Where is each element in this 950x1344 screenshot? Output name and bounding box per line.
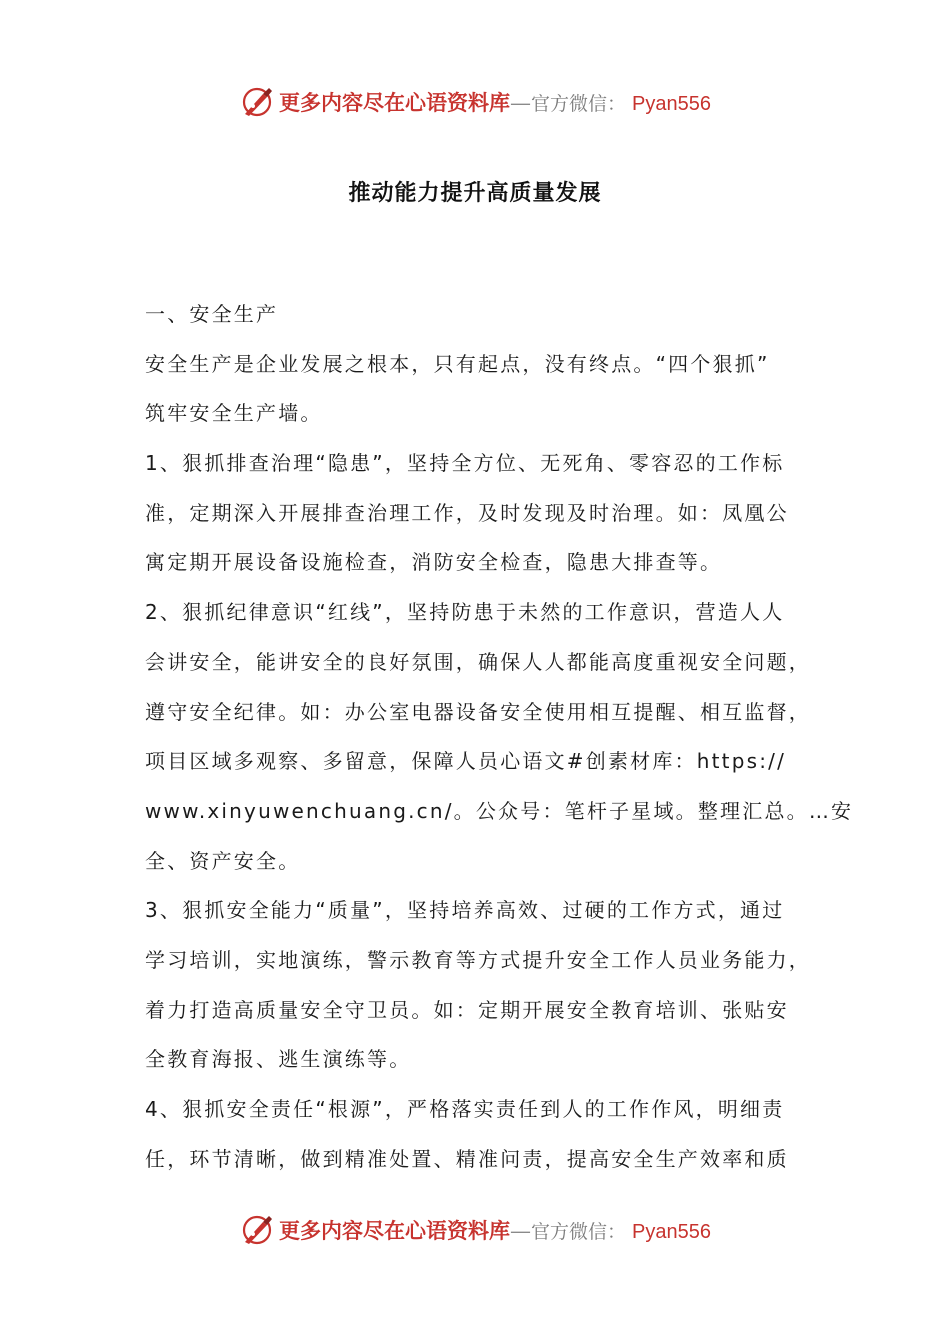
banner-dash: — [510,91,531,115]
paragraph-line: 安全生产是企业发展之根本，只有起点，没有终点。“四个狠抓” [145,351,770,376]
paragraph-line: 1、狠抓排查治理“隐患”，坚持全方位、无死角、零容忍的工作标 [145,451,785,476]
paragraph-line: 2、狠抓纪律意识“红线”，坚持防患于未然的工作意识，营造人人 [145,600,785,625]
footer-banner [0,1208,950,1252]
pen-logo-icon [239,1212,275,1248]
banner-dash: — [510,1219,531,1243]
paragraph-line: 全教育海报、逃生演练等。 [145,1047,412,1072]
banner-main-text: 更多内容尽在心语资料库 [279,90,510,115]
section-heading: 一、安全生产 [145,302,279,326]
paragraph-line: 项目区域多观察、多留意，保障人员心语文#创素材库：https:// [145,749,787,774]
paragraph-line: 寓定期开展设备设施检查，消防安全检查，隐患大排查等。 [145,550,723,575]
paragraph-line: www.xinyuwenchuang.cn/。公众号：笔杆子星域。整理汇总。…安 [145,798,854,823]
banner-main-text: 更多内容尽在心语资料库 [279,1218,510,1243]
paragraph-line: 3、狠抓安全能力“质量”，坚持培养高效、过硬的工作方式，通过 [145,898,785,923]
page-title: 推动能力提升高质量发展 [348,181,602,206]
banner-wechat-id: Pyan556 [632,1221,711,1243]
paragraph-line: 任，环节清晰，做到精准处置、精准问责，提高安全生产效率和质 [145,1146,789,1171]
banner-wechat-id: Pyan556 [632,93,711,115]
banner-text [279,1215,711,1245]
document-body [145,290,854,1184]
pen-logo-icon [239,84,275,120]
paragraph-line: 着力打造高质量安全守卫员。如：定期开展安全教育培训、张贴安 [145,997,789,1022]
paragraph-line: 准，定期深入开展排查治理工作，及时发现及时治理。如：凤凰公 [145,500,789,525]
banner-official-label: 官方微信： [531,93,627,115]
paragraph-line: 学习培训，实地演练，警示教育等方式提升安全工作人员业务能力， [145,947,811,972]
paragraph-line: 筑牢安全生产墙。 [145,401,323,426]
paragraph-line: 遵守安全纪律。如：办公室电器设备安全使用相互提醒、相互监督， [145,699,811,724]
paragraph-line: 4、狠抓安全责任“根源”，严格落实责任到人的工作作风，明细责 [145,1097,785,1121]
paragraph-line: 会讲安全，能讲安全的良好氛围，确保人人都能高度重视安全问题， [145,649,811,674]
header-banner [0,80,950,124]
paragraph-line: 全、资产安全。 [145,848,301,873]
banner-official-label: 官方微信： [531,1221,627,1243]
banner-text [279,87,711,117]
